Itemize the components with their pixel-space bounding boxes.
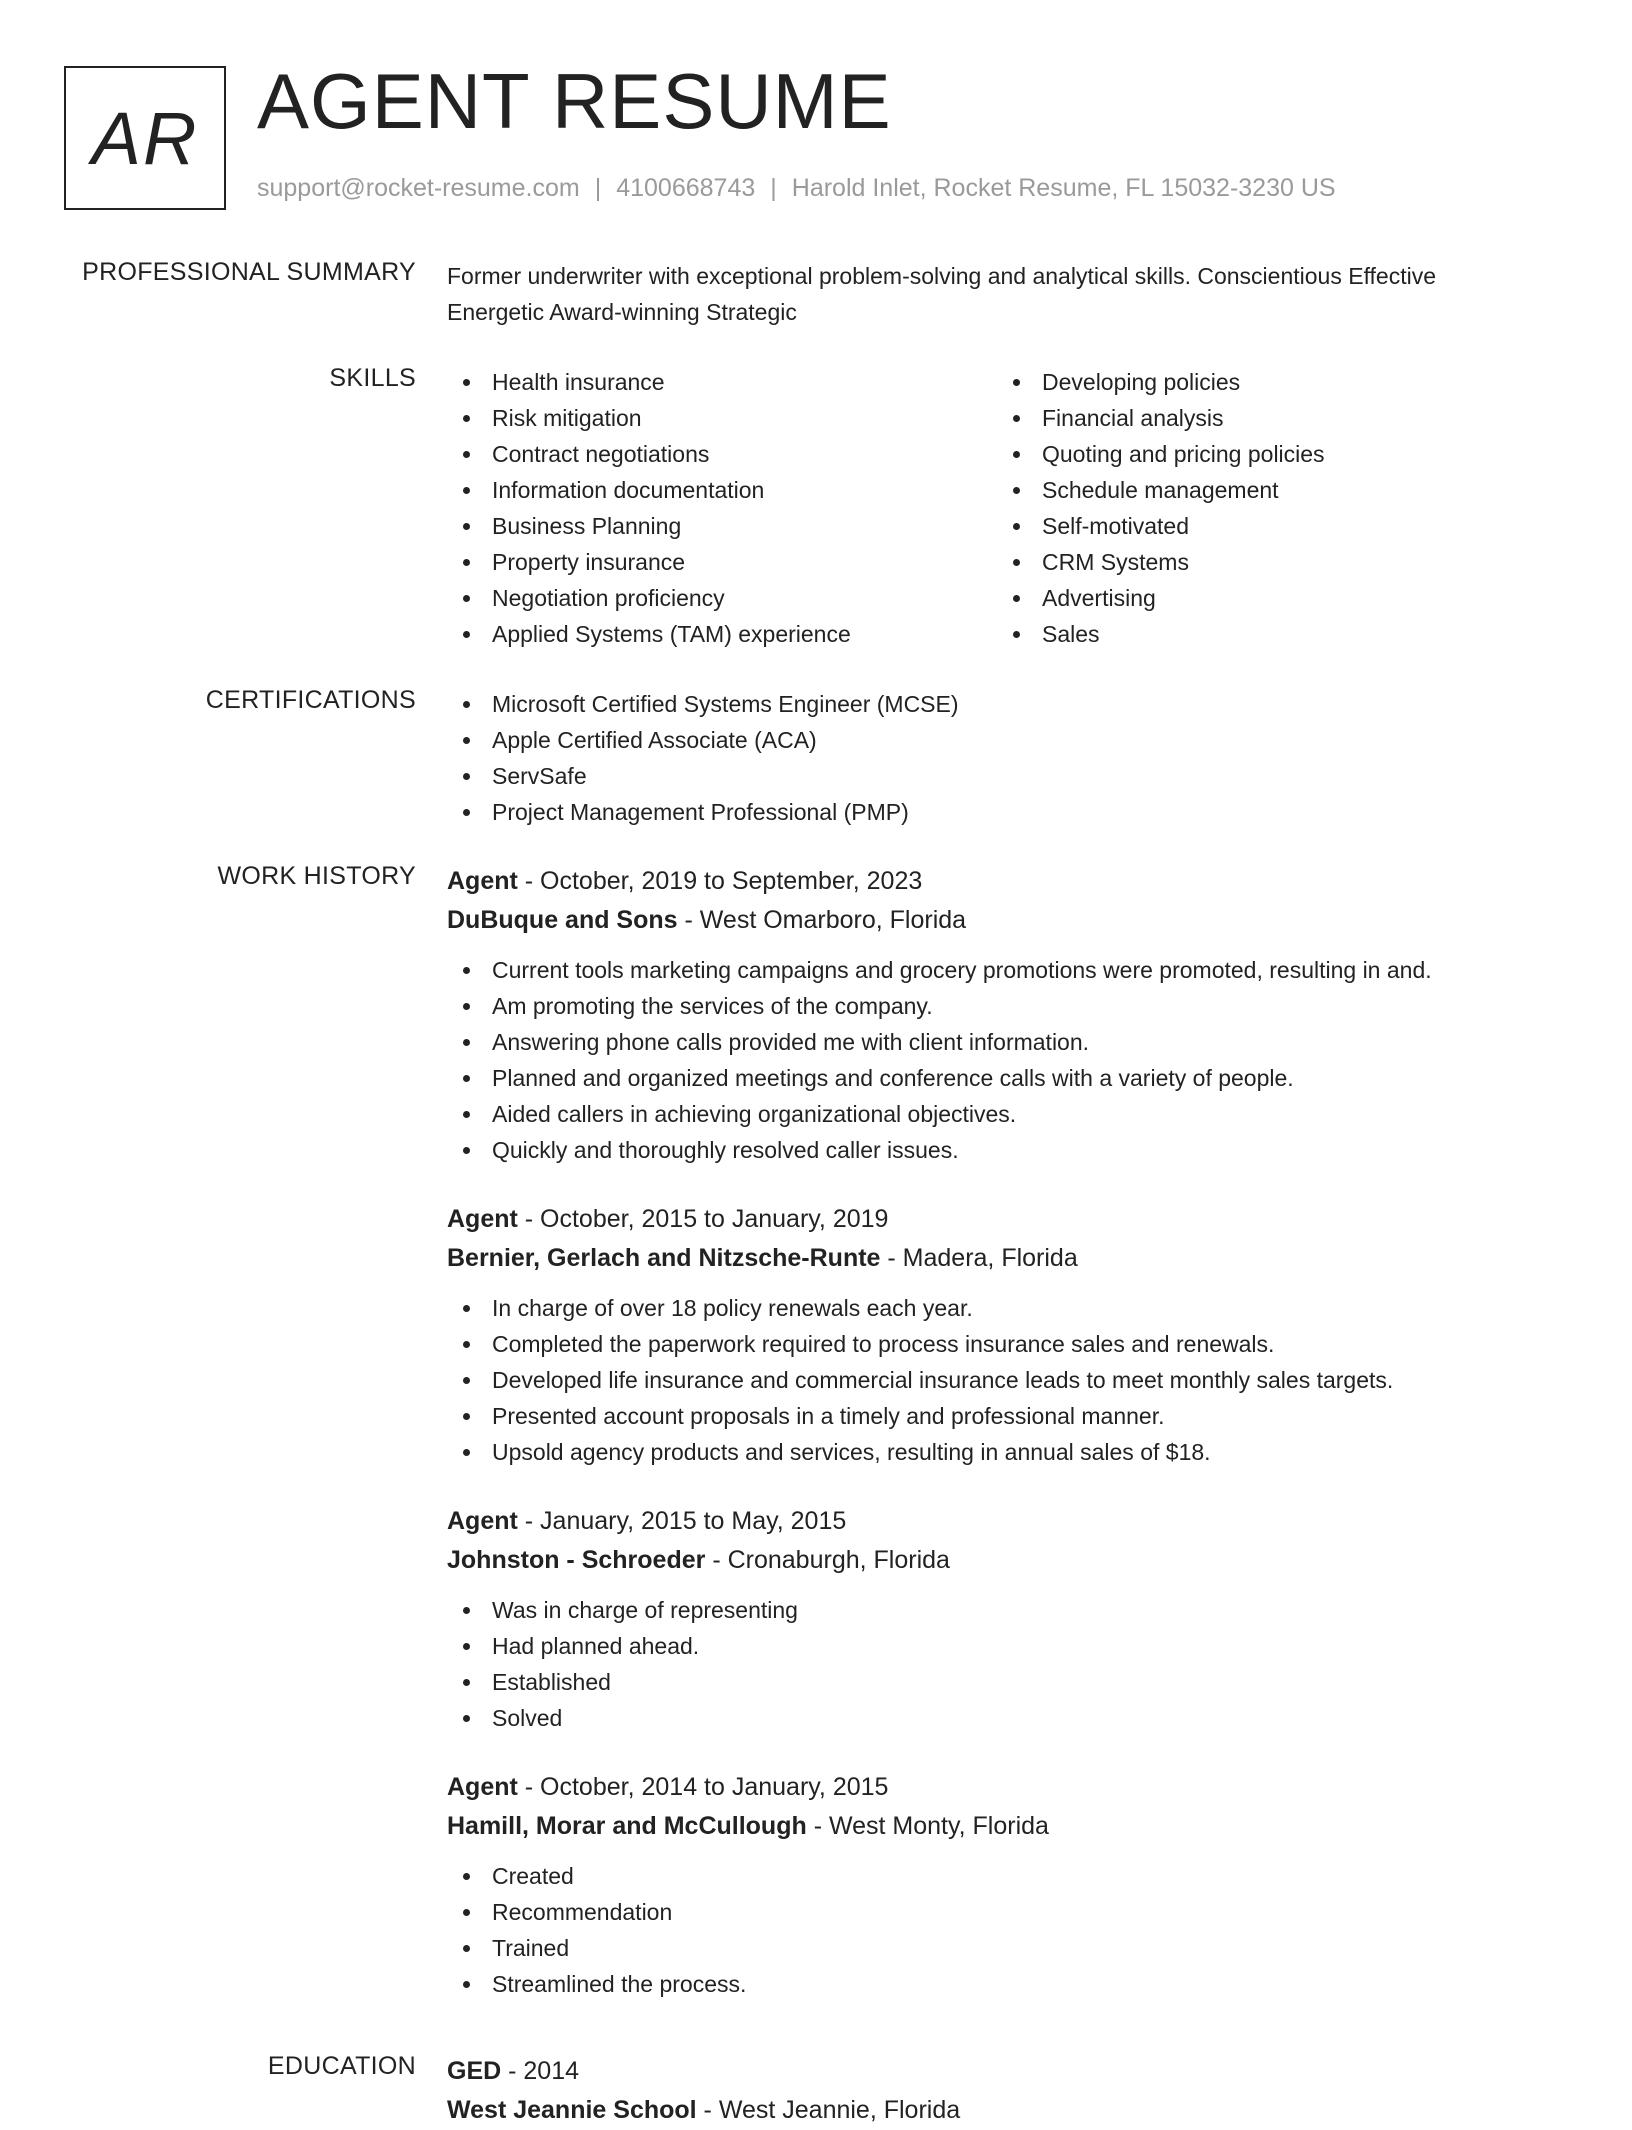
job-company: Bernier, Gerlach and Nitzsche-Runte bbox=[447, 1244, 881, 1272]
list-item: Health insurance bbox=[447, 364, 997, 400]
list-item: Applied Systems (TAM) experience bbox=[447, 616, 997, 652]
list-item: Apple Certified Associate (ACA) bbox=[447, 722, 1567, 758]
job-company-line bbox=[447, 1239, 1567, 1278]
certifications-list bbox=[447, 686, 1567, 830]
summary-line-1: Former underwriter with exceptional problem-solving and analytical skills. Conscientious Effective bbox=[447, 263, 1437, 289]
work-history-body bbox=[447, 862, 1567, 2034]
list-item: Advertising bbox=[997, 580, 1547, 616]
contact-separator: | bbox=[594, 174, 602, 202]
list-item: Planned and organized meetings and conference calls with a variety of people. bbox=[447, 1060, 1567, 1096]
job-dates: - October, 2015 to January, 2019 bbox=[517, 1205, 889, 1233]
job-company: DuBuque and Sons bbox=[447, 906, 678, 934]
list-item: Created bbox=[447, 1858, 1567, 1894]
education-school-line bbox=[447, 2091, 1567, 2130]
contact-address: Harold Inlet, Rocket Resume, FL 15032-3230 US bbox=[791, 174, 1336, 202]
job-entry bbox=[447, 1768, 1567, 2002]
section-label-skills: SKILLS bbox=[329, 364, 416, 392]
education-location: - West Jeannie, Florida bbox=[696, 2096, 961, 2124]
job-entry bbox=[447, 862, 1567, 1168]
list-item: Sales bbox=[997, 616, 1547, 652]
list-item: Project Management Professional (PMP) bbox=[447, 794, 1567, 830]
job-title-line bbox=[447, 1768, 1567, 1807]
section-label-summary: PROFESSIONAL SUMMARY bbox=[82, 258, 416, 286]
list-item: ServSafe bbox=[447, 758, 1567, 794]
job-location: - West Monty, Florida bbox=[806, 1812, 1049, 1840]
list-item: Microsoft Certified Systems Engineer (MCSE) bbox=[447, 686, 1567, 722]
list-item: Presented account proposals in a timely and professional manner. bbox=[447, 1398, 1567, 1434]
job-location: - Cronaburgh, Florida bbox=[705, 1546, 950, 1574]
contact-phone[interactable]: 4100668743 bbox=[616, 174, 756, 202]
summary-body bbox=[447, 258, 1567, 330]
job-entry bbox=[447, 1200, 1567, 1470]
list-item: Aided callers in achieving organizational objectives. bbox=[447, 1096, 1567, 1132]
job-company-line bbox=[447, 1807, 1567, 1846]
list-item: Trained bbox=[447, 1930, 1567, 1966]
job-title: Agent bbox=[447, 1773, 518, 1801]
summary-line-2: Energetic Award-winning Strategic bbox=[447, 299, 797, 325]
education-degree: GED bbox=[447, 2057, 502, 2085]
skills-body bbox=[447, 364, 1567, 652]
job-bullets bbox=[447, 952, 1567, 1168]
list-item: Solved bbox=[447, 1700, 1567, 1736]
skills-right-list bbox=[997, 364, 1547, 652]
list-item: Property insurance bbox=[447, 544, 997, 580]
job-title: Agent bbox=[447, 1205, 518, 1233]
list-item: Quickly and thoroughly resolved caller issues. bbox=[447, 1132, 1567, 1168]
job-bullets bbox=[447, 1290, 1567, 1470]
list-item: Financial analysis bbox=[997, 400, 1547, 436]
job-entry bbox=[447, 1502, 1567, 1736]
section-label-certifications: CERTIFICATIONS bbox=[205, 686, 416, 714]
job-title: Agent bbox=[447, 1507, 518, 1535]
job-dates: - October, 2014 to January, 2015 bbox=[517, 1773, 889, 1801]
list-item: Answering phone calls provided me with client information. bbox=[447, 1024, 1567, 1060]
list-item: Established bbox=[447, 1664, 1567, 1700]
list-item: In charge of over 18 policy renewals each year. bbox=[447, 1290, 1567, 1326]
list-item: Streamlined the process. bbox=[447, 1966, 1567, 2002]
section-label-education: EDUCATION bbox=[267, 2052, 416, 2080]
list-item: Upsold agency products and services, resulting in annual sales of $18. bbox=[447, 1434, 1567, 1470]
list-item: Had planned ahead. bbox=[447, 1628, 1567, 1664]
resume-title: AGENT RESUME bbox=[257, 57, 892, 145]
education-body bbox=[447, 2052, 1567, 2130]
job-title-line bbox=[447, 862, 1567, 901]
list-item: CRM Systems bbox=[997, 544, 1547, 580]
job-location: - Madera, Florida bbox=[880, 1244, 1078, 1272]
list-item: Information documentation bbox=[447, 472, 997, 508]
job-company: Johnston - Schroeder bbox=[447, 1546, 706, 1574]
job-dates: - October, 2019 to September, 2023 bbox=[517, 867, 923, 895]
job-bullets bbox=[447, 1858, 1567, 2002]
list-item: Recommendation bbox=[447, 1894, 1567, 1930]
list-item: Contract negotiations bbox=[447, 436, 997, 472]
job-company-line bbox=[447, 1541, 1567, 1580]
list-item: Am promoting the services of the company. bbox=[447, 988, 1567, 1024]
education-degree-line bbox=[447, 2052, 1567, 2091]
list-item: Was in charge of representing bbox=[447, 1592, 1567, 1628]
education-year: - 2014 bbox=[501, 2057, 580, 2085]
list-item: Schedule management bbox=[997, 472, 1547, 508]
job-title-line bbox=[447, 1502, 1567, 1541]
list-item: Current tools marketing campaigns and grocery promotions were promoted, resulting in and. bbox=[447, 952, 1567, 988]
contact-email[interactable]: support@rocket-resume.com bbox=[257, 174, 580, 202]
list-item: Risk mitigation bbox=[447, 400, 997, 436]
job-title: Agent bbox=[447, 867, 518, 895]
job-company-line bbox=[447, 901, 1567, 940]
job-bullets bbox=[447, 1592, 1567, 1736]
job-title-line bbox=[447, 1200, 1567, 1239]
contact-separator: | bbox=[770, 174, 777, 202]
certifications-body bbox=[447, 686, 1567, 830]
list-item: Self-motivated bbox=[997, 508, 1547, 544]
monogram-logo: AR bbox=[64, 66, 226, 210]
list-item: Business Planning bbox=[447, 508, 997, 544]
education-school: West Jeannie School bbox=[447, 2096, 697, 2124]
list-item: Developing policies bbox=[997, 364, 1547, 400]
list-item: Quoting and pricing policies bbox=[997, 436, 1547, 472]
job-company: Hamill, Morar and McCullough bbox=[447, 1812, 807, 1840]
contact-line bbox=[257, 174, 1336, 203]
job-dates: - January, 2015 to May, 2015 bbox=[517, 1507, 847, 1535]
skills-left-list bbox=[447, 364, 997, 652]
list-item: Developed life insurance and commercial insurance leads to meet monthly sales targets. bbox=[447, 1362, 1567, 1398]
job-location: - West Omarboro, Florida bbox=[677, 906, 967, 934]
section-label-work-history: WORK HISTORY bbox=[217, 862, 416, 890]
list-item: Completed the paperwork required to process insurance sales and renewals. bbox=[447, 1326, 1567, 1362]
list-item: Negotiation proficiency bbox=[447, 580, 997, 616]
